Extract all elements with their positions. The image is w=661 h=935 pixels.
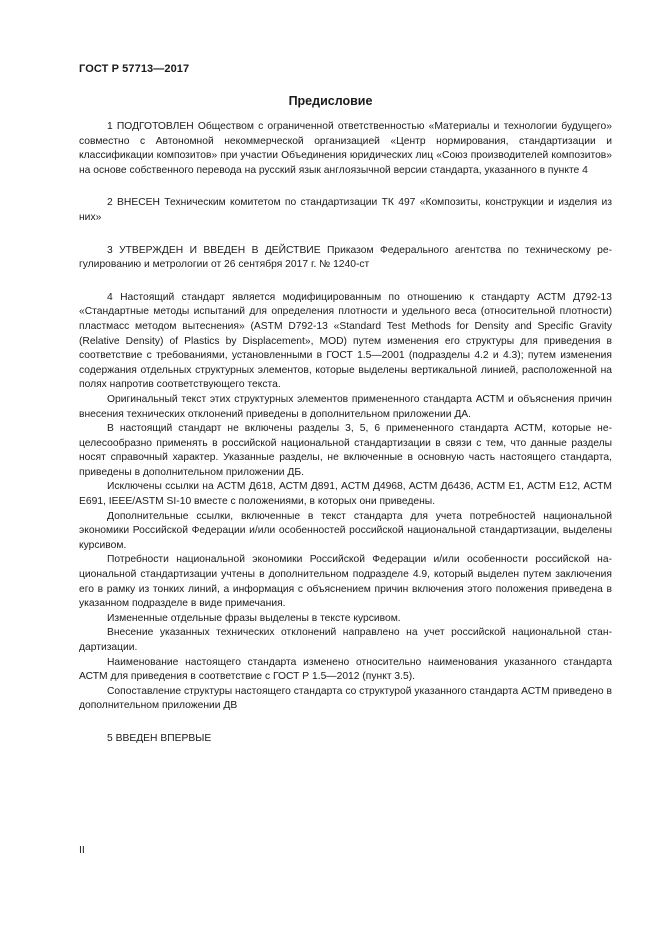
paragraph-national-needs: Потребности национальной экономики Российской Федерации и/или особенности российской национальной стандартизации учтены в дополнительном подразделе 4.9, который выделен путем заключения его в рамку из тонких линий, а информация с объяснением причин включения этого положения приведена в указанном подразделе в виде примечания. bbox=[79, 554, 612, 610]
paragraph-introduced-first: 5 ВВЕДЕН ВПЕРВЫЕ bbox=[107, 732, 212, 744]
paragraph-changed-phrases: Измененные отдельные фразы выделены в тексте курсивом. bbox=[107, 612, 401, 624]
paragraph-additional-references: Дополнительные ссылки, включенные в текст стандарта для учета потребностей национальной экономики Российской Федерации и/или особенностей российской национальной стандартизации, выделены курсивом. bbox=[79, 510, 612, 551]
paragraph-introduced-by: 2 ВНЕСЕН Техническим комитетом по стандартизации ТК 497 «Композиты, конструкции и изделия из них» bbox=[79, 197, 612, 223]
document-id: ГОСТ Р 57713—2017 bbox=[79, 63, 190, 75]
paragraph-excluded-references: Исключены ссылки на АСТМ Д618, АСТМ Д891, АСТМ Д4968, АСТМ Д6436, АСТМ Е1, АСТМ Е12, АСТМ Е691, IEEE/ASTM SI-10 вместе с положениями, в которых они приведены. bbox=[79, 481, 612, 508]
page-number: II bbox=[79, 844, 85, 856]
paragraph-modification: 4 Настоящий стандарт является модифицированным по отношению к стандарту АСТМ Д792-13 «Стандартные методы испытаний для определения плотности и удельного веса (относительной плотности) пластмасс методом вытеснения» (ASTM D792-13 «Standard Test Methods for Density and Specific Gravity (Relative Density) of Plastics by Displacement», MOD) путем изменения его структуры для приведения в соответствие с требованиями, установленными в ГОСТ 1.5—2001 (подразделы 4.2 и 4.3); путем изменения содержания отдельных структурных элементов, которые выделены вертикальной линией, расположенной на полях напротив соответствующего текста. bbox=[79, 291, 612, 391]
paragraph-original-text: Оригинальный текст этих структурных элементов примененного стандарта АСТМ и объяснения причин внесения технических отклонений приведены в дополнительном приложении ДА. bbox=[79, 393, 612, 420]
paragraph-excluded-sections: В настоящий стандарт не включены разделы 3, 5, 6 примененного стандарта АСТМ, которые нецелесообразно применять в российской национальной стандартизации в связи с тем, что данные разделы носят справочный характер. Указанные разделы, не включенные в основную часть настоящего стандарта, приведены в дополнительном приложении ДБ. bbox=[79, 423, 612, 478]
paragraph-name-change: Наименование настоящего стандарта изменено относительно наименования указанного стандарта АСТМ для приведения в соответствие с ГОСТ Р 1.5—2012 (пункт 3.5). bbox=[79, 656, 612, 683]
paragraph-prepared-by: 1 ПОДГОТОВЛЕН Обществом с ограниченной ответственностью «Материалы и технологии будущего» совместно с Автономной некоммерческой организацией «Центр нормирования, стандартизации и классификации композитов» при участии Объединения юридических лиц «Союз производителей композитов» на основе собственного перевода на русский язык англоязычной версии стандарта, указанного в пункте 4 bbox=[79, 121, 612, 176]
page-title: Предисловие bbox=[288, 94, 373, 108]
paragraph-deviations-purpose: Внесение указанных технических отклонений направлено на учет российской национальной стандартизации. bbox=[79, 627, 612, 653]
paragraph-structure-comparison: Сопоставление структуры настоящего стандарта со структурой указанного стандарта АСТМ приведено в дополнительном приложении ДВ bbox=[79, 685, 612, 712]
paragraph-approved: 3 УТВЕРЖДЕН И ВВЕДЕН В ДЕЙСТВИЕ Приказом Федерального агентства по техническому регулированию и метрологии от 26 сентября 2017 г. № 1240-ст bbox=[79, 244, 612, 271]
foreword-body bbox=[79, 120, 612, 747]
